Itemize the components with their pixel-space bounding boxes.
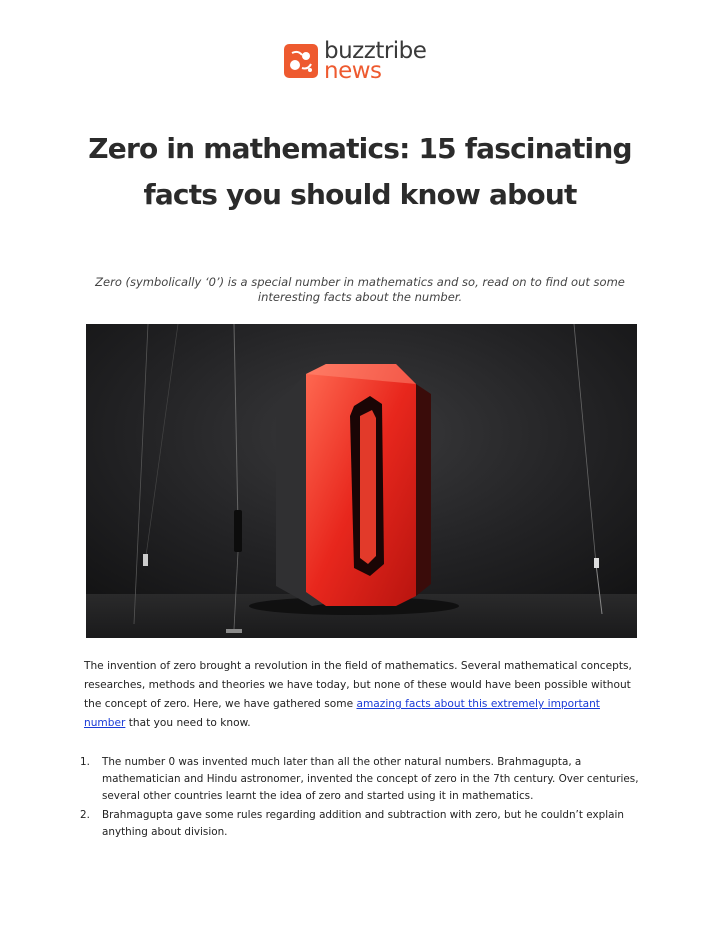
list-item-number: 1. (80, 756, 90, 768)
buzztribe-logo-icon (284, 44, 318, 78)
list-item-text: The number 0 was invented much later than all the other natural numbers. Brahmagupta, a mathematician and Hindu astronomer, invented the concept of zero in the 7th century. Over centuries, several other countries learnt the idea of zero and started using it in mathematics. (102, 756, 639, 802)
glowing-zero-illustration (86, 324, 637, 638)
logo-text-buzztribe: buzztribe (324, 38, 427, 64)
intro-text-end: that you need to know. (125, 717, 251, 729)
logo-wordmark (324, 38, 427, 84)
article-subtitle: Zero (symbolically ‘0’) is a special number in mathematics and so, read on to find out some interesting facts about the number. (95, 275, 625, 304)
list-item-number: 2. (80, 809, 90, 821)
site-logo[interactable] (284, 38, 444, 84)
article-title: Zero in mathematics: 15 fascinating facts you should know about (88, 132, 632, 211)
facts-list (80, 754, 650, 843)
article-intro (84, 657, 644, 733)
hero-image (86, 324, 637, 638)
list-item (80, 807, 650, 841)
list-item-text: Brahmagupta gave some rules regarding addition and subtraction with zero, but he couldn’t explain anything about division. (102, 809, 624, 838)
intro-text-start: The invention of zero brought a revolution in the field of mathematics. Several mathematical concepts, researches, methods and theories we have today, but none of these would have been possible without the concept of zero. Here, we have gathered some (84, 660, 632, 710)
logo-text-news: news (324, 58, 382, 84)
intro-link[interactable]: amazing facts about this extremely important number (84, 698, 600, 729)
list-item (80, 754, 650, 805)
